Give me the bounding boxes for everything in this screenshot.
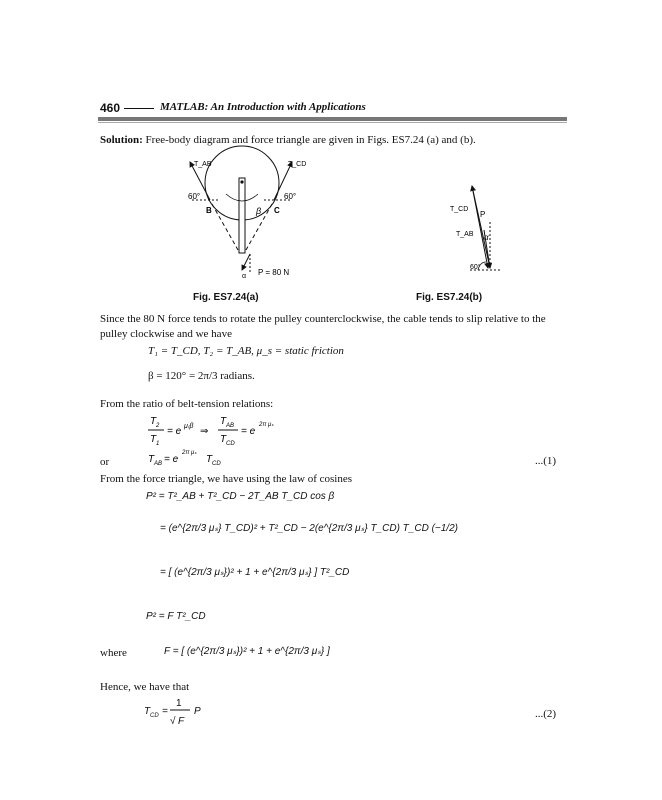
hence-label: Hence, we have that [100, 681, 190, 693]
lever-arm [239, 178, 245, 253]
p-label-b: P [480, 210, 486, 219]
eq2-number: ...(2) [535, 708, 557, 720]
svg-text:AB: AB [226, 423, 235, 429]
p-arrow [242, 254, 250, 270]
svg-text:T: T [150, 434, 157, 445]
f-definition [160, 632, 340, 672]
equation-tensions: T₁ = T_CD, T₂ = T_AB, μ_s = static friction [148, 345, 344, 357]
paragraph-1-line-2: pulley clockwise and we have [100, 328, 232, 340]
running-title: MATLAB: An Introduction with Applications [160, 101, 366, 113]
cosine-intro: From the force triangle, we have using the law of cosines [100, 473, 353, 485]
header-dash [124, 108, 154, 109]
dash-left [212, 204, 238, 250]
svg-text:1: 1 [156, 441, 160, 447]
tcd-vector [472, 186, 490, 268]
header-rule [98, 117, 567, 121]
solution-label: Solution: [100, 134, 143, 146]
svg-text:1: 1 [176, 698, 182, 709]
angle-label-b: 60° [470, 264, 481, 271]
svg-text:= [ (e^{2π/3 μₛ})² + 1 + e^{2π: = [ (e^{2π/3 μₛ})² + 1 + e^{2π/3 μₛ} ] T²_CD [160, 567, 350, 578]
svg-text:= e: = e [241, 426, 256, 437]
header-rule-thin [98, 122, 567, 123]
svg-text:2π μₛ: 2π μₛ [259, 422, 274, 428]
svg-text:P² = F T²_CD: P² = F T²_CD [146, 611, 206, 622]
figure-a [170, 148, 350, 288]
svg-text:T: T [220, 434, 227, 445]
tab-label: T_AB [194, 161, 212, 168]
svg-text:=: = [162, 706, 168, 717]
svg-text:AB: AB [154, 461, 163, 467]
tab-label-b: T_AB [456, 231, 474, 238]
svg-text:F: F [178, 716, 185, 727]
ratio-intro: From the ratio of belt-tension relations: [100, 398, 274, 410]
svg-text:2: 2 [156, 423, 160, 429]
cosine-derivation [140, 485, 458, 635]
paragraph-1-line-1: Since the 80 N force tends to rotate the pulley counterclockwise, the cable tends to slip relative to the [100, 313, 546, 325]
svg-text:CD: CD [226, 441, 235, 447]
svg-text:T: T [150, 416, 157, 427]
svg-text:= e: = e [167, 426, 182, 437]
svg-text:P² = T²_AB + T²_CD − 2T_AB T_C: P² = T²_AB + T²_CD − 2T_AB T_CD cos β [146, 491, 335, 502]
svg-text:= (e^{2π/3 μₛ} T_CD)² + T²_CD: = (e^{2π/3 μₛ} T_CD)² + T²_CD − 2(e^{2π/3 μₛ} T_CD) T_CD (−1/2) [160, 523, 458, 534]
svg-text:T: T [148, 454, 155, 465]
tcd-label-b: T_CD [450, 206, 469, 213]
svg-text:T: T [220, 416, 227, 427]
c-label: C [274, 206, 280, 215]
angle-left-label: 60° [188, 192, 201, 201]
angle-right-label: 60° [284, 192, 297, 201]
alpha-label-a: α [242, 273, 247, 280]
svg-text:CD: CD [212, 461, 221, 467]
svg-text:⇒: ⇒ [200, 426, 209, 437]
page-number: 460 [100, 101, 121, 115]
svg-text:μ₍β: μ₍β [184, 423, 194, 430]
caption-b: Fig. ES7.24(b) [416, 292, 483, 303]
b-label: B [206, 206, 212, 215]
tcd-label: T_CD [288, 161, 307, 168]
svg-text:√: √ [170, 716, 176, 727]
or-label: or [100, 456, 110, 468]
svg-text:CD: CD [150, 713, 159, 719]
equation-2 [140, 692, 260, 732]
solution-text: Free-body diagram and force triangle are given in Figs. ES7.24 (a) and (b). [145, 134, 476, 146]
equation-beta: β = 120° = 2π/3 radians. [148, 370, 255, 382]
pulley-center [240, 180, 243, 183]
svg-text:= e: = e [164, 454, 179, 465]
equation-1 [140, 444, 260, 468]
paragraph-1 [100, 312, 570, 342]
svg-text:F = [ (e^{2π/3 μₛ})² + 1 + e^{: F = [ (e^{2π/3 μₛ})² + 1 + e^{2π/3 μₛ} ] [164, 646, 330, 657]
solution-line [100, 133, 476, 148]
svg-text:T: T [144, 706, 151, 717]
eq1-number: ...(1) [535, 455, 557, 467]
svg-text:P: P [194, 706, 201, 717]
where-label: where [100, 647, 127, 659]
p-label-a: P = 80 N [258, 268, 290, 277]
svg-text:2π μₛ: 2π μₛ [182, 450, 197, 456]
svg-text:T: T [206, 454, 213, 465]
figure-b [440, 182, 540, 282]
caption-a: Fig. ES7.24(a) [193, 292, 259, 303]
alpha-label-b: α [484, 233, 489, 242]
beta-label: β [256, 206, 262, 216]
